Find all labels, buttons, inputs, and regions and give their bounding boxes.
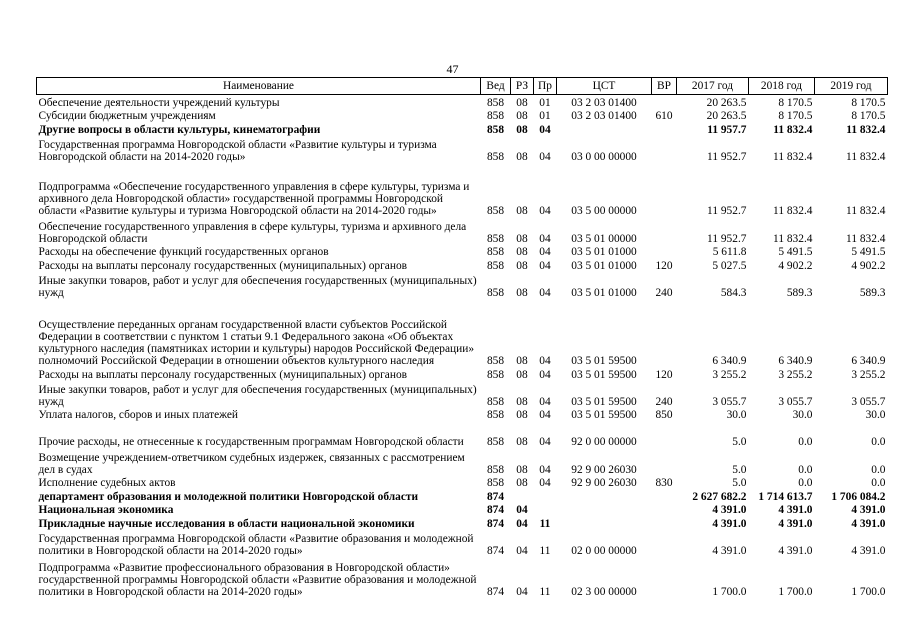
cell-ved: 858 (486, 368, 505, 381)
cell-y2019: 589.3 (859, 286, 886, 299)
cell-y2018: 4 391.0 (778, 504, 813, 517)
cell-y2019: 3 055.7 (851, 395, 886, 408)
cell-cst: 03 5 01 59500 (571, 409, 637, 422)
cell-pr: 04 (539, 259, 551, 272)
cell-y2019: 1 700.0 (851, 586, 886, 599)
header-vr: ВР (652, 78, 677, 95)
cell-name: Исполнение судебных актов (38, 477, 176, 490)
cell-pr: 04 (539, 246, 551, 259)
cell-y2017: 5 611.8 (712, 246, 747, 259)
cell-y2018: 5 491.5 (778, 246, 813, 259)
cell-rz: 08 (516, 477, 528, 490)
cell-name: департамент образования и молодежной политики Новгородской области (38, 490, 419, 503)
cell-vr (652, 421, 677, 448)
cell-vr (652, 136, 677, 163)
cell-y2018: 0.0 (798, 436, 813, 449)
cell-name: Иные закупки товаров, работ и услуг для обеспечения государственных (муниципальных) нужд (38, 383, 477, 408)
cell-cst: 92 0 00 00000 (571, 436, 637, 449)
table-row (37, 516, 888, 530)
cell-cst: 03 5 01 01000 (571, 286, 637, 299)
cell-ved: 858 (486, 96, 505, 109)
cell-y2018: 3 255.2 (778, 368, 813, 381)
cell-vr: 830 (655, 477, 673, 490)
cell-vr (652, 122, 677, 136)
cell-y2018: 1 700.0 (778, 586, 813, 599)
cell-name: Национальная экономика (38, 504, 174, 517)
cell-ved: 858 (486, 463, 505, 476)
cell-ved: 874 (486, 490, 505, 503)
cell-rz: 04 (516, 518, 528, 531)
cell-y2018: 11 832.4 (773, 150, 813, 163)
table-row (37, 136, 888, 163)
cell-ved: 858 (486, 110, 505, 123)
cell-cst (557, 503, 652, 517)
cell-cst: 03 5 01 00000 (571, 232, 637, 245)
cell-cst: 03 2 03 01400 (571, 96, 637, 109)
cell-name: Иные закупки товаров, работ и услуг для обеспечения государственных (муниципальных) нужд (38, 274, 477, 299)
cell-pr: 04 (539, 477, 551, 490)
cell-name: Осуществление переданных органам государственной власти субъектов Российской Федерации в соответствии с пунктом 1 статьи 9.1 Федерального закона «Об объектах культурного наследия (памятниках истории и культуры) народов Российской Федерации» полномочий Российской Федерации в отношении объектов культурного наследия (38, 318, 475, 367)
table-row (37, 367, 888, 381)
cell-y2017: 5.0 (732, 436, 747, 449)
cell-y2017: 11 952.7 (707, 232, 747, 245)
table-row (37, 299, 888, 367)
cell-name: Расходы на выплаты персоналу государственных (муниципальных) органов (38, 259, 408, 272)
table-row (37, 530, 888, 557)
table-row (37, 245, 888, 259)
cell-y2019: 3 255.2 (851, 368, 886, 381)
cell-rz: 08 (516, 463, 528, 476)
cell-rz: 08 (516, 246, 528, 259)
header-cst: ЦСТ (557, 78, 652, 95)
cell-rz (511, 489, 534, 503)
cell-y2019: 4 902.2 (851, 259, 886, 272)
cell-pr: 04 (539, 286, 551, 299)
cell-y2017: 4 391.0 (712, 545, 747, 558)
cell-ved: 858 (486, 436, 505, 449)
table-row (37, 503, 888, 517)
cell-vr (652, 489, 677, 503)
cell-vr (652, 448, 677, 475)
cell-vr (652, 217, 677, 244)
cell-rz: 08 (516, 395, 528, 408)
cell-rz: 08 (516, 286, 528, 299)
cell-ved: 858 (486, 246, 505, 259)
cell-name: Обеспечение деятельности учреждений культуры (38, 96, 280, 109)
cell-vr (652, 245, 677, 259)
cell-pr: 04 (539, 436, 551, 449)
cell-y2017: 584.3 (720, 286, 747, 299)
cell-pr: 04 (539, 463, 551, 476)
cell-ved: 858 (486, 354, 505, 367)
cell-name: Субсидии бюджетным учреждениям (38, 110, 216, 123)
cell-rz: 08 (516, 205, 528, 218)
cell-pr: 01 (539, 96, 551, 109)
cell-y2018: 1 714 613.7 (758, 490, 813, 503)
cell-y2018: 0.0 (798, 477, 813, 490)
cell-cst: 03 2 03 01400 (571, 110, 637, 123)
header-name: Наименование (37, 78, 481, 95)
cell-pr: 04 (539, 205, 551, 218)
cell-cst: 02 3 00 00000 (571, 586, 637, 599)
cell-y2017: 1 700.0 (712, 586, 747, 599)
cell-y2017: 5 027.5 (712, 259, 747, 272)
cell-ved: 858 (486, 286, 505, 299)
cell-name: Государственная программа Новгородской области «Развитие образования и молодежной политики в Новгородской области на 2014-2020 годы» (38, 533, 474, 558)
cell-pr: 11 (539, 518, 551, 531)
cell-y2019: 0.0 (871, 436, 886, 449)
cell-pr: 01 (539, 110, 551, 123)
cell-y2018: 6 340.9 (778, 354, 813, 367)
cell-rz: 08 (516, 96, 528, 109)
table-row (37, 408, 888, 422)
cell-rz: 08 (516, 368, 528, 381)
cell-cst: 03 0 00 00000 (571, 150, 637, 163)
cell-name: Уплата налогов, сборов и иных платежей (38, 409, 238, 422)
cell-name: Прочие расходы, не отнесенные к государственным программам Новгородской области (38, 436, 464, 449)
cell-pr: 04 (539, 354, 551, 367)
cell-rz: 08 (516, 123, 528, 136)
cell-pr: 04 (539, 368, 551, 381)
header-2019: 2019 год (815, 78, 888, 95)
cell-ved: 858 (486, 477, 505, 490)
cell-y2018: 30.0 (792, 409, 813, 422)
cell-pr: 11 (539, 545, 551, 558)
cell-rz: 04 (516, 504, 528, 517)
cell-cst: 03 5 01 59500 (571, 354, 637, 367)
cell-y2018: 11 832.4 (773, 123, 813, 136)
cell-name: Государственная программа Новгородской области «Развитие культуры и туризма Новгородской области на 2014-2020 годы» (38, 138, 437, 163)
table-row (37, 95, 888, 109)
cell-y2019: 6 340.9 (851, 354, 886, 367)
cell-ved: 858 (486, 232, 505, 245)
cell-y2018: 11 832.4 (773, 205, 813, 218)
cell-ved: 858 (486, 205, 505, 218)
cell-y2017: 4 391.0 (712, 504, 747, 517)
cell-pr (534, 503, 557, 517)
cell-cst (557, 516, 652, 530)
cell-y2018: 3 055.7 (778, 395, 813, 408)
cell-vr: 610 (655, 110, 673, 123)
cell-pr (534, 489, 557, 503)
cell-y2017: 11 957.7 (707, 123, 747, 136)
table-row (37, 163, 888, 217)
cell-y2018: 8 170.5 (778, 96, 813, 109)
cell-y2019: 1 706 084.2 (831, 490, 886, 503)
cell-y2017: 3 255.2 (712, 368, 747, 381)
cell-y2018: 4 902.2 (778, 259, 813, 272)
cell-name: Подпрограмма «Обеспечение государственного управления в сфере культуры, туризма и архивного дела Новгородской области» государственной программы Новгородской области «Развитие культуры и туризма Новгородской области на 2014-2020 годы» (38, 181, 470, 218)
cell-ved: 874 (486, 586, 505, 599)
cell-y2018: 11 832.4 (773, 232, 813, 245)
cell-y2019: 4 391.0 (851, 518, 886, 531)
table-row (37, 217, 888, 244)
table-body (37, 95, 888, 599)
cell-y2018: 589.3 (786, 286, 813, 299)
cell-ved: 858 (486, 395, 505, 408)
cell-rz: 04 (516, 586, 528, 599)
cell-pr: 04 (539, 150, 551, 163)
cell-y2019: 8 170.5 (851, 110, 886, 123)
cell-cst: 92 9 00 26030 (571, 477, 637, 490)
cell-y2019: 11 832.4 (846, 205, 886, 218)
table-header-row (37, 78, 888, 95)
cell-rz: 08 (516, 436, 528, 449)
cell-rz: 08 (516, 259, 528, 272)
cell-pr: 11 (539, 586, 551, 599)
header-pr: Пр (534, 78, 557, 95)
header-rz: РЗ (511, 78, 534, 95)
cell-y2019: 0.0 (871, 477, 886, 490)
cell-y2019: 30.0 (865, 409, 886, 422)
cell-vr: 240 (655, 286, 673, 299)
cell-ved: 858 (486, 123, 505, 136)
cell-vr (652, 299, 677, 367)
cell-vr: 850 (655, 409, 673, 422)
cell-y2017: 6 340.9 (712, 354, 747, 367)
cell-rz: 08 (516, 150, 528, 163)
cell-cst (557, 489, 652, 503)
cell-y2017: 5.0 (732, 477, 747, 490)
cell-rz: 08 (516, 354, 528, 367)
cell-y2017: 4 391.0 (712, 518, 747, 531)
cell-vr (652, 516, 677, 530)
cell-y2019: 5 491.5 (851, 246, 886, 259)
cell-name: Расходы на обеспечение функций государственных органов (38, 246, 329, 259)
cell-ved: 874 (486, 518, 505, 531)
cell-ved: 874 (486, 545, 505, 558)
header-2017: 2017 год (677, 78, 749, 95)
cell-cst: 03 5 01 01000 (571, 246, 637, 259)
cell-pr: 04 (539, 123, 551, 136)
cell-y2019: 11 832.4 (846, 123, 886, 136)
cell-cst: 03 5 01 59500 (571, 395, 637, 408)
cell-vr (652, 95, 677, 109)
cell-y2017: 3 055.7 (712, 395, 747, 408)
cell-pr: 04 (539, 409, 551, 422)
cell-name: Прикладные научные исследования в области национальной экономики (38, 518, 415, 531)
cell-vr: 120 (655, 368, 673, 381)
cell-y2017: 30.0 (726, 409, 747, 422)
cell-y2019: 4 391.0 (851, 545, 886, 558)
cell-y2017: 2 627 682.2 (692, 490, 747, 503)
cell-y2018: 4 391.0 (778, 518, 813, 531)
cell-cst: 03 5 01 01000 (571, 259, 637, 272)
cell-rz: 08 (516, 232, 528, 245)
cell-pr: 04 (539, 232, 551, 245)
cell-ved: 874 (486, 504, 505, 517)
cell-y2018: 0.0 (798, 463, 813, 476)
cell-y2019: 0.0 (871, 463, 886, 476)
cell-y2019: 8 170.5 (851, 96, 886, 109)
cell-cst (557, 122, 652, 136)
cell-y2019: 11 832.4 (846, 232, 886, 245)
cell-cst: 03 5 00 00000 (571, 205, 637, 218)
table-row (37, 448, 888, 475)
table-row (37, 476, 888, 490)
cell-ved: 858 (486, 409, 505, 422)
table-row (37, 258, 888, 272)
cell-y2017: 5.0 (732, 463, 747, 476)
cell-vr (652, 530, 677, 557)
header-ved: Вед (481, 78, 511, 95)
cell-vr (652, 557, 677, 598)
page-number: 47 (446, 62, 459, 76)
cell-name: Обеспечение государственного управления в сфере культуры, туризма и архивного дела Новгородской области (38, 220, 467, 245)
cell-rz: 08 (516, 409, 528, 422)
cell-ved: 858 (486, 150, 505, 163)
cell-vr (652, 503, 677, 517)
cell-name: Возмещение учреждением-ответчиком судебных издержек, связанных с рассмотрением дел в судах (38, 451, 465, 476)
cell-name: Подпрограмма «Развитие профессионального образования в Новгородской области» государственной программы Новгородской области «Развитие образования и молодежной политики в Новгородской области на 2014-2020 годы» (38, 562, 477, 599)
budget-table (36, 77, 888, 598)
cell-pr: 04 (539, 395, 551, 408)
table-row (37, 122, 888, 136)
cell-y2019: 4 391.0 (851, 504, 886, 517)
cell-vr: 120 (655, 259, 673, 272)
header-2018: 2018 год (749, 78, 815, 95)
cell-y2017: 20 263.5 (706, 110, 747, 123)
cell-y2018: 8 170.5 (778, 110, 813, 123)
cell-name: Другие вопросы в области культуры, кинематографии (38, 123, 321, 136)
cell-y2017: 11 952.7 (707, 205, 747, 218)
cell-vr: 240 (655, 395, 673, 408)
cell-y2017: 11 952.7 (707, 150, 747, 163)
table-row (37, 557, 888, 598)
cell-ved: 858 (486, 259, 505, 272)
cell-name: Расходы на выплаты персоналу государственных (муниципальных) органов (38, 368, 408, 381)
cell-rz: 04 (516, 545, 528, 558)
table-row (37, 381, 888, 408)
table-row (37, 272, 888, 299)
table-row (37, 421, 888, 448)
cell-vr (652, 163, 677, 217)
cell-y2017: 20 263.5 (706, 96, 747, 109)
table-row (37, 109, 888, 123)
cell-y2018: 4 391.0 (778, 545, 813, 558)
cell-rz: 08 (516, 110, 528, 123)
cell-cst: 02 0 00 00000 (571, 545, 637, 558)
cell-cst: 92 9 00 26030 (571, 463, 637, 476)
cell-cst: 03 5 01 59500 (571, 368, 637, 381)
cell-y2019: 11 832.4 (846, 150, 886, 163)
table-row (37, 489, 888, 503)
